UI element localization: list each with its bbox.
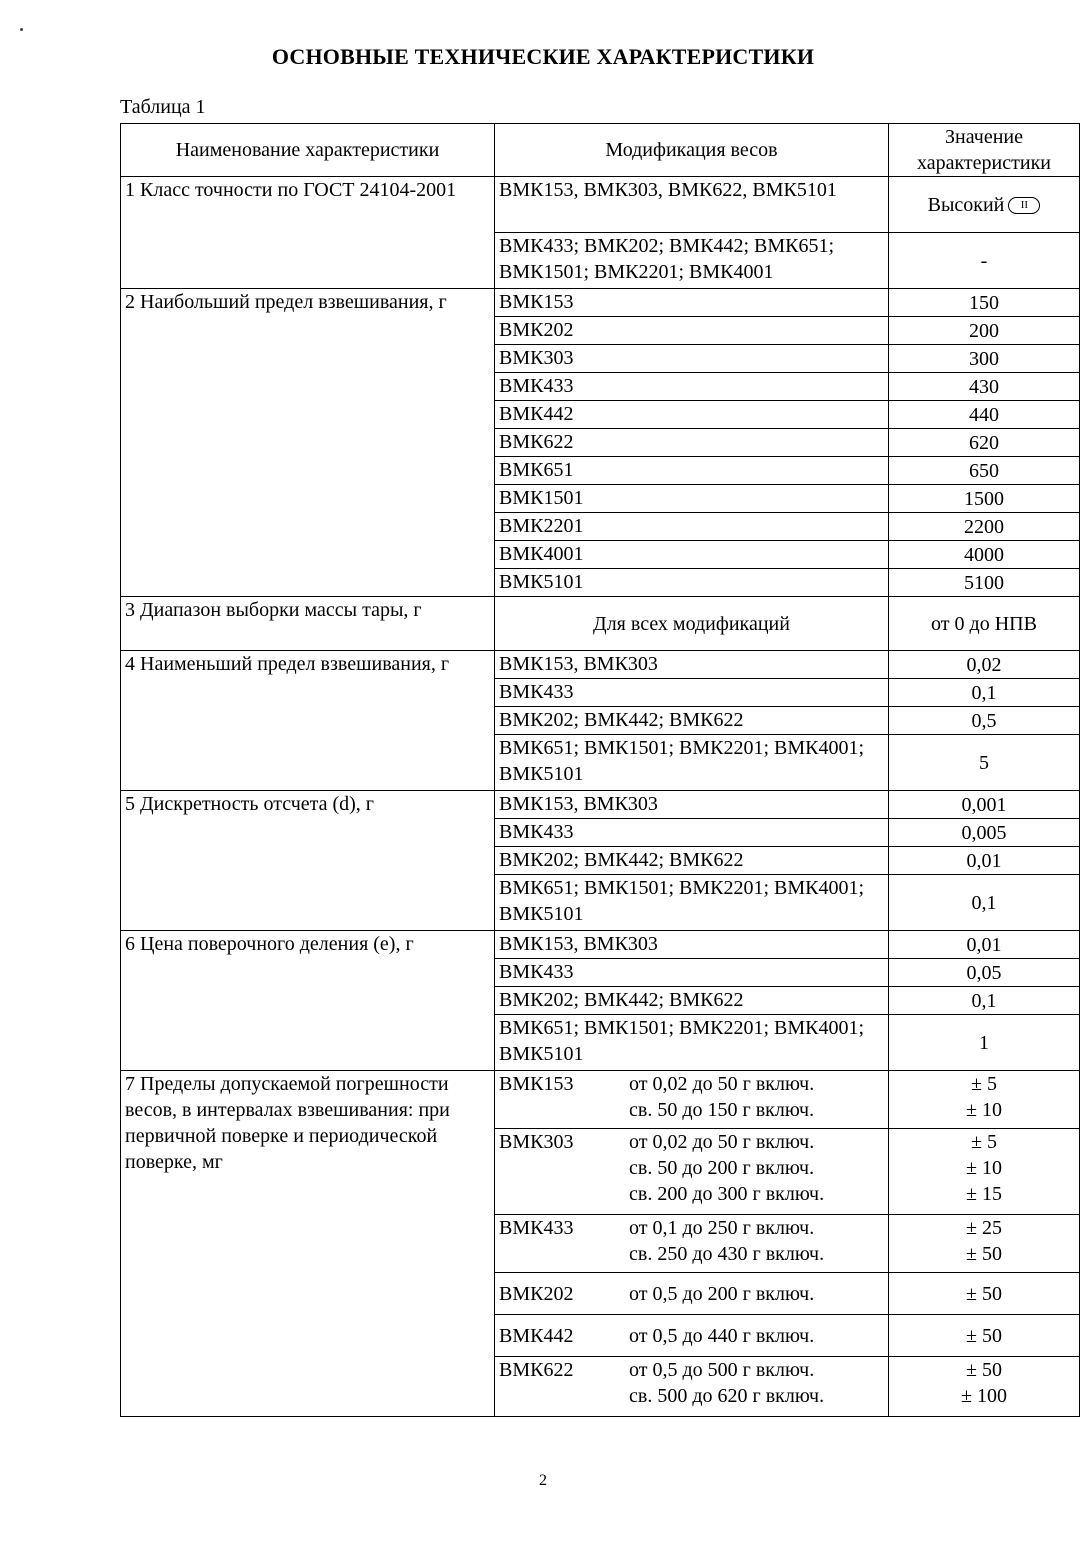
s4-mod: ВМК153, ВМК303	[495, 651, 889, 679]
s5-mod: ВМК153, ВМК303	[495, 791, 889, 819]
scan-speck	[20, 28, 23, 31]
s2-val: 2200	[889, 513, 1080, 541]
s5-val: 0,1	[889, 875, 1080, 931]
s7-val: ± 50	[966, 1359, 1002, 1381]
s2-mod: ВМК651	[495, 457, 889, 485]
s1-r2-val: -	[889, 233, 1080, 289]
s6-val: 1	[889, 1015, 1080, 1071]
s2-val: 620	[889, 429, 1080, 457]
s7-mod: ВМК433	[499, 1217, 574, 1239]
s7-range: от 0,5 до 500 г включ.	[629, 1359, 815, 1381]
s3-val: от 0 до НПВ	[889, 597, 1080, 651]
s4-name: 4 Наименьший предел взвешивания, г	[121, 651, 495, 791]
s2-val: 1500	[889, 485, 1080, 513]
s7-val: ± 5	[971, 1073, 997, 1095]
s4-val: 0,02	[889, 651, 1080, 679]
s7-vals-cell	[889, 1215, 1080, 1273]
table-row	[121, 791, 1080, 819]
s1-r1-val-cell	[889, 177, 1080, 233]
s2-val: 300	[889, 345, 1080, 373]
header-row	[121, 124, 1080, 177]
s7-range: от 0,5 до 200 г включ.	[629, 1282, 815, 1305]
s6-mod: ВМК651; ВМК1501; ВМК2201; ВМК4001; ВМК5101	[495, 1015, 889, 1071]
s7-range: от 0,1 до 250 г включ.	[629, 1217, 815, 1239]
s5-mod: ВМК433	[495, 819, 889, 847]
s2-mod: ВМК153	[495, 289, 889, 317]
s6-val: 0,01	[889, 931, 1080, 959]
s4-val: 5	[889, 735, 1080, 791]
s5-mod: ВМК202; ВМК442; ВМК622	[495, 847, 889, 875]
s6-name: 6 Цена поверочного деления (е), г	[121, 931, 495, 1071]
header-modification: Модификация весов	[495, 124, 889, 177]
s5-val: 0,001	[889, 791, 1080, 819]
s7-mod-cell	[495, 1071, 889, 1129]
s7-mod-cell	[495, 1215, 889, 1273]
s1-name: 1 Класс точности по ГОСТ 24104-2001	[121, 177, 495, 289]
accuracy-class-icon: II	[1008, 197, 1040, 214]
table-row	[121, 289, 1080, 317]
s2-val: 5100	[889, 569, 1080, 597]
s6-mod: ВМК433	[495, 959, 889, 987]
table-row	[121, 1071, 1080, 1129]
table-row	[121, 597, 1080, 651]
s7-vals-cell	[889, 1357, 1080, 1417]
s7-val: ± 25	[966, 1217, 1002, 1239]
s3-name: 3 Диапазон выборки массы тары, г	[121, 597, 495, 651]
page-title: ОСНОВНЫЕ ТЕХНИЧЕСКИЕ ХАРАКТЕРИСТИКИ	[271, 44, 815, 69]
s4-mod: ВМК433	[495, 679, 889, 707]
s7-val: ± 5	[971, 1131, 997, 1153]
s5-val: 0,005	[889, 819, 1080, 847]
s7-range: от 0,5 до 440 г включ.	[629, 1324, 815, 1347]
s4-mod: ВМК651; ВМК1501; ВМК2201; ВМК4001; ВМК5101	[495, 735, 889, 791]
s7-mod: ВМК622	[499, 1359, 574, 1381]
s7-range: от 0,02 до 50 г включ.	[629, 1131, 815, 1153]
s7-range: св. 200 до 300 г включ.	[629, 1183, 825, 1205]
table-row	[121, 651, 1080, 679]
s2-name: 2 Наибольший предел взвешивания, г	[121, 289, 495, 597]
s2-mod: ВМК433	[495, 373, 889, 401]
s2-val: 200	[889, 317, 1080, 345]
s2-mod: ВМК202	[495, 317, 889, 345]
s7-mod: ВМК153	[499, 1073, 574, 1095]
s7-vals-cell	[889, 1071, 1080, 1129]
table-row	[121, 931, 1080, 959]
header-value: Значение характеристики	[889, 124, 1080, 177]
s3-mod: Для всех модификаций	[495, 597, 889, 651]
s2-mod: ВМК5101	[495, 569, 889, 597]
s1-r1-val: Высокий	[927, 193, 1005, 216]
s7-mod-cell	[495, 1315, 889, 1357]
s4-val: 0,5	[889, 707, 1080, 735]
s5-val: 0,01	[889, 847, 1080, 875]
s2-val: 4000	[889, 541, 1080, 569]
specs-table	[120, 123, 1080, 1417]
s2-val: 650	[889, 457, 1080, 485]
s2-mod: ВМК2201	[495, 513, 889, 541]
s7-mod-cell	[495, 1273, 889, 1315]
s4-mod: ВМК202; ВМК442; ВМК622	[495, 707, 889, 735]
s7-val: ± 50	[966, 1282, 1002, 1305]
s5-name: 5 Дискретность отсчета (d), г	[121, 791, 495, 931]
s7-range: от 0,02 до 50 г включ.	[629, 1073, 815, 1095]
s7-name: 7 Пределы допускаемой погрешности весов, в интервалах взвешивания: при первичной поверке и периодической поверке, мг	[121, 1071, 495, 1417]
header-name: Наименование характеристики	[121, 124, 495, 177]
s7-mod-cell	[495, 1357, 889, 1417]
s7-vals-cell	[889, 1129, 1080, 1215]
s2-mod: ВМК303	[495, 345, 889, 373]
s2-val: 150	[889, 289, 1080, 317]
s7-mod: ВМК303	[499, 1131, 574, 1153]
s7-mod: ВМК202	[499, 1282, 574, 1305]
s5-mod: ВМК651; ВМК1501; ВМК2201; ВМК4001; ВМК5101	[495, 875, 889, 931]
s7-range: св. 250 до 430 г включ.	[629, 1243, 825, 1265]
s2-mod: ВМК4001	[495, 541, 889, 569]
s7-vals-cell	[889, 1273, 1080, 1315]
s7-val: ± 10	[966, 1157, 1002, 1179]
s7-range: св. 50 до 200 г включ.	[629, 1157, 815, 1179]
s7-mod: ВМК442	[499, 1324, 574, 1347]
page-number: 2	[539, 1472, 547, 1489]
s2-val: 440	[889, 401, 1080, 429]
s2-mod: ВМК1501	[495, 485, 889, 513]
s7-vals-cell	[889, 1315, 1080, 1357]
s2-val: 430	[889, 373, 1080, 401]
s4-val: 0,1	[889, 679, 1080, 707]
s1-r2-mod: ВМК433; ВМК202; ВМК442; ВМК651; ВМК1501; ВМК2201; ВМК4001	[495, 233, 889, 289]
s2-mod: ВМК622	[495, 429, 889, 457]
s6-val: 0,1	[889, 987, 1080, 1015]
s7-mod-cell	[495, 1129, 889, 1215]
s7-val: ± 10	[966, 1099, 1002, 1121]
s7-val: ± 50	[966, 1243, 1002, 1265]
s7-range: св. 500 до 620 г включ.	[629, 1385, 825, 1407]
table-caption: Таблица 1	[120, 96, 206, 118]
s1-r1-mod: ВМК153, ВМК303, ВМК622, ВМК5101	[495, 177, 889, 233]
table-row	[121, 177, 1080, 233]
s7-val: ± 100	[961, 1385, 1007, 1407]
s2-mod: ВМК442	[495, 401, 889, 429]
s6-mod: ВМК202; ВМК442; ВМК622	[495, 987, 889, 1015]
s7-val: ± 15	[966, 1183, 1002, 1205]
s6-mod: ВМК153, ВМК303	[495, 931, 889, 959]
s7-range: св. 50 до 150 г включ.	[629, 1099, 815, 1121]
s7-val: ± 50	[966, 1324, 1002, 1347]
s6-val: 0,05	[889, 959, 1080, 987]
